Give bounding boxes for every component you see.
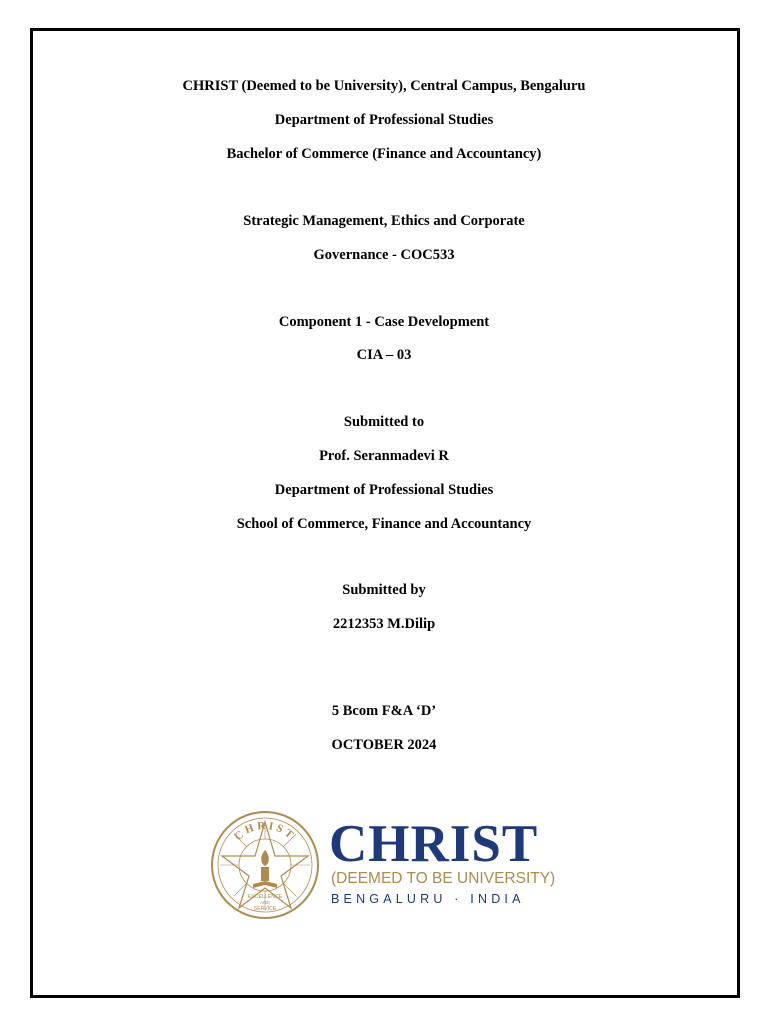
component-line: Component 1 - Case Development bbox=[278, 314, 490, 330]
svg-text:CHRIST bbox=[232, 820, 297, 843]
seal-motto-2: AND bbox=[260, 900, 270, 905]
logo-subtitle: (DEEMED TO BE UNIVERSITY) bbox=[331, 870, 556, 887]
course-title-line-1: Strategic Management, Ethics and Corporate bbox=[243, 213, 525, 229]
professor-school: School of Commerce, Finance and Accountancy bbox=[236, 516, 532, 532]
logo-wordmark bbox=[329, 810, 569, 920]
student-id-name: 2212353 M.Dilip bbox=[332, 616, 436, 632]
seal-motto-3: SERVICE bbox=[253, 906, 277, 912]
cia-line: CIA – 03 bbox=[356, 347, 412, 363]
course-title-line-2: Governance - COC533 bbox=[313, 247, 455, 263]
seal-motto-1: EXCELLENCE bbox=[247, 894, 283, 900]
submitted-to-label: Submitted to bbox=[343, 414, 425, 430]
program-line: Bachelor of Commerce (Finance and Accountancy) bbox=[226, 146, 542, 162]
submission-date: OCTOBER 2024 bbox=[331, 737, 437, 753]
christ-university-logo bbox=[209, 810, 564, 920]
university-seal-icon bbox=[209, 810, 321, 920]
institution-line: CHRIST (Deemed to be University), Central Campus, Bengaluru bbox=[182, 78, 586, 94]
department-line: Department of Professional Studies bbox=[274, 112, 494, 128]
professor-name: Prof. Seranmadevi R bbox=[319, 448, 449, 464]
logo-location: BENGALURU · INDIA bbox=[331, 892, 525, 906]
class-section: 5 Bcom F&A ‘D’ bbox=[331, 703, 437, 719]
logo-name: CHRIST bbox=[329, 815, 539, 873]
submitted-by-label: Submitted by bbox=[342, 582, 426, 598]
seal-ring-text: CHRIST bbox=[232, 819, 298, 843]
professor-department: Department of Professional Studies bbox=[274, 482, 494, 498]
